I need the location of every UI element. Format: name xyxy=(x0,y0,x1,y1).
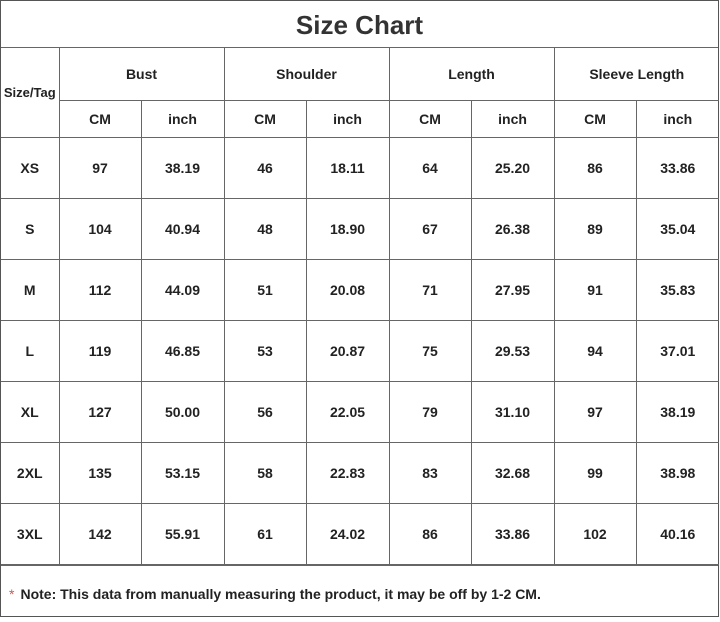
value-cell: 50.00 xyxy=(141,382,224,443)
unit-header-cm: CM xyxy=(59,101,141,138)
value-cell: 38.19 xyxy=(636,382,719,443)
value-cell: 53.15 xyxy=(141,443,224,504)
size-cell: XS xyxy=(1,138,59,199)
value-cell: 22.83 xyxy=(306,443,389,504)
value-cell: 102 xyxy=(554,504,636,565)
value-cell: 27.95 xyxy=(471,260,554,321)
value-cell: 94 xyxy=(554,321,636,382)
value-cell: 46.85 xyxy=(141,321,224,382)
value-cell: 89 xyxy=(554,199,636,260)
value-cell: 86 xyxy=(554,138,636,199)
value-cell: 24.02 xyxy=(306,504,389,565)
size-cell: XL xyxy=(1,382,59,443)
value-cell: 112 xyxy=(59,260,141,321)
value-cell: 97 xyxy=(554,382,636,443)
value-cell: 40.16 xyxy=(636,504,719,565)
value-cell: 142 xyxy=(59,504,141,565)
value-cell: 46 xyxy=(224,138,306,199)
value-cell: 61 xyxy=(224,504,306,565)
value-cell: 97 xyxy=(59,138,141,199)
value-cell: 20.87 xyxy=(306,321,389,382)
table-row xyxy=(1,260,719,321)
value-cell: 53 xyxy=(224,321,306,382)
value-cell: 75 xyxy=(389,321,471,382)
value-cell: 86 xyxy=(389,504,471,565)
value-cell: 99 xyxy=(554,443,636,504)
size-cell: M xyxy=(1,260,59,321)
unit-header-inch: inch xyxy=(141,101,224,138)
table-row xyxy=(1,321,719,382)
value-cell: 35.04 xyxy=(636,199,719,260)
value-cell: 56 xyxy=(224,382,306,443)
value-cell: 135 xyxy=(59,443,141,504)
value-cell: 26.38 xyxy=(471,199,554,260)
group-header-sleeve-length: Sleeve Length xyxy=(554,48,719,101)
size-cell: 3XL xyxy=(1,504,59,565)
value-cell: 79 xyxy=(389,382,471,443)
value-cell: 33.86 xyxy=(471,504,554,565)
value-cell: 40.94 xyxy=(141,199,224,260)
table-row xyxy=(1,138,719,199)
note-text: Note: This data from manually measuring the product, it may be off by 1-2 CM. xyxy=(20,586,541,602)
unit-header-cm: CM xyxy=(554,101,636,138)
unit-header-inch: inch xyxy=(636,101,719,138)
size-cell: L xyxy=(1,321,59,382)
value-cell: 104 xyxy=(59,199,141,260)
unit-header-cm: CM xyxy=(389,101,471,138)
value-cell: 18.11 xyxy=(306,138,389,199)
value-cell: 67 xyxy=(389,199,471,260)
size-cell: 2XL xyxy=(1,443,59,504)
table-row xyxy=(1,504,719,565)
value-cell: 38.19 xyxy=(141,138,224,199)
value-cell: 32.68 xyxy=(471,443,554,504)
unit-header-inch: inch xyxy=(471,101,554,138)
value-cell: 44.09 xyxy=(141,260,224,321)
unit-header-inch: inch xyxy=(306,101,389,138)
value-cell: 25.20 xyxy=(471,138,554,199)
value-cell: 83 xyxy=(389,443,471,504)
value-cell: 64 xyxy=(389,138,471,199)
page-title: Size Chart xyxy=(1,1,718,48)
value-cell: 22.05 xyxy=(306,382,389,443)
value-cell: 71 xyxy=(389,260,471,321)
unit-header-row xyxy=(1,101,719,138)
value-cell: 91 xyxy=(554,260,636,321)
value-cell: 55.91 xyxy=(141,504,224,565)
value-cell: 58 xyxy=(224,443,306,504)
size-cell: S xyxy=(1,199,59,260)
unit-header-cm: CM xyxy=(224,101,306,138)
value-cell: 51 xyxy=(224,260,306,321)
group-header-length: Length xyxy=(389,48,554,101)
value-cell: 18.90 xyxy=(306,199,389,260)
group-header-row xyxy=(1,48,719,101)
value-cell: 119 xyxy=(59,321,141,382)
value-cell: 20.08 xyxy=(306,260,389,321)
group-header-shoulder: Shoulder xyxy=(224,48,389,101)
note-asterisk: * xyxy=(9,586,15,602)
size-table xyxy=(1,48,719,565)
table-row xyxy=(1,199,719,260)
value-cell: 33.86 xyxy=(636,138,719,199)
value-cell: 31.10 xyxy=(471,382,554,443)
value-cell: 48 xyxy=(224,199,306,260)
measurement-note xyxy=(1,565,718,616)
size-tag-header: Size/Tag xyxy=(1,48,59,138)
table-row xyxy=(1,382,719,443)
table-row xyxy=(1,443,719,504)
value-cell: 127 xyxy=(59,382,141,443)
value-cell: 35.83 xyxy=(636,260,719,321)
group-header-bust: Bust xyxy=(59,48,224,101)
value-cell: 38.98 xyxy=(636,443,719,504)
value-cell: 37.01 xyxy=(636,321,719,382)
value-cell: 29.53 xyxy=(471,321,554,382)
